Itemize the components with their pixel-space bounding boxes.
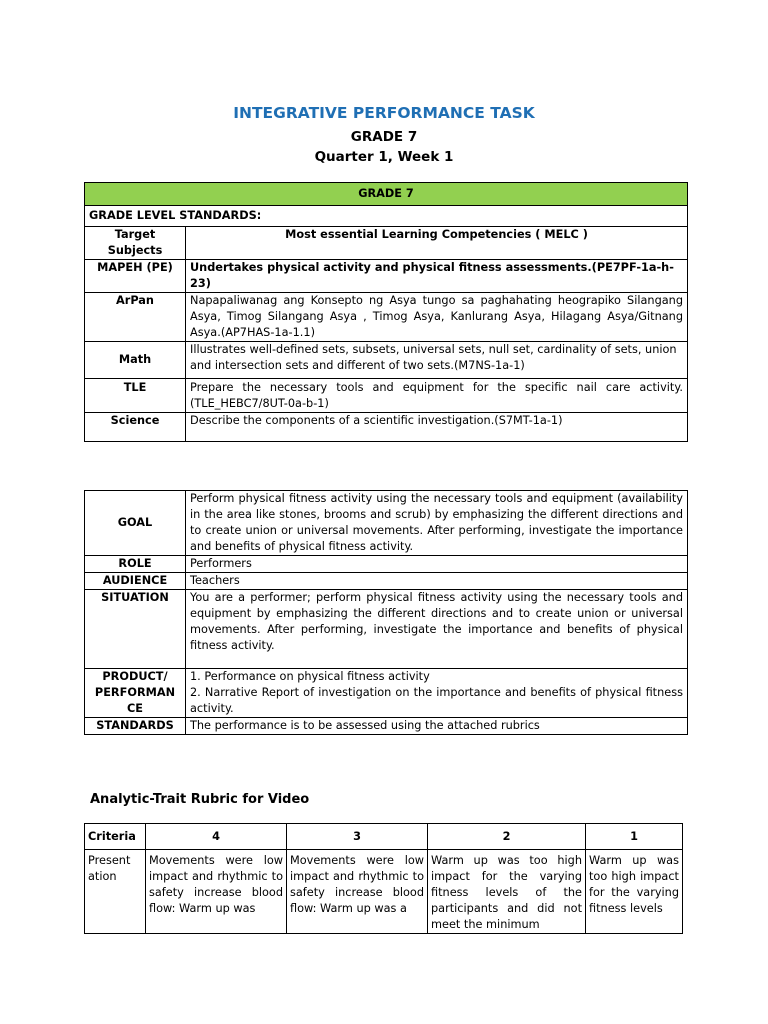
score-2-header: 2	[428, 824, 586, 850]
subject-cell: TLE	[85, 379, 186, 413]
subject-cell: ArPan	[85, 293, 186, 342]
goal-text: Perform physical fitness activity using the necessary tools and equipment (availability in the area like stones, brooms and scrub) by emphasizing the different directions and to create union or universal movements. After performing, investigate the importance and benefits of physical fitness activity.	[186, 491, 688, 556]
grade-header-cell: GRADE 7	[85, 183, 688, 206]
standards-text: The performance is to be assessed using the attached rubrics	[186, 718, 688, 735]
grade-level-standards-cell: GRADE LEVEL STANDARDS:	[85, 206, 688, 227]
score-4-header: 4	[146, 824, 287, 850]
quarter-subtitle: Quarter 1, Week 1	[314, 149, 454, 165]
criteria-cell: Present ation	[85, 850, 146, 934]
grade-header-row	[85, 183, 688, 206]
table-row	[85, 573, 688, 590]
score-1-header: 1	[586, 824, 683, 850]
goal-label: GOAL	[85, 491, 186, 556]
melc-cell: Napapaliwanag ang Konsepto ng Asya tungo sa paghahating heograpiko Silangang Asya, Timog Silangang Asya , Timog Asya, Kanlurang Asya, Hilagang Asya/Gitnang Asya.(AP7HAS-1a-1.1)	[186, 293, 688, 342]
table-row	[85, 413, 688, 442]
standards-table	[84, 182, 688, 442]
table-row	[85, 556, 688, 573]
table-row	[85, 379, 688, 413]
role-label: ROLE	[85, 556, 186, 573]
subject-cell: Science	[85, 413, 186, 442]
melc-cell: Prepare the necessary tools and equipment for the specific nail care activity. (TLE_HEBC7/8UT-0a-b-1)	[186, 379, 688, 413]
score-3-header: 3	[287, 824, 428, 850]
table-row	[85, 669, 688, 718]
table-row	[85, 491, 688, 556]
rubric-table	[84, 823, 683, 934]
score-2-cell: Warm up was too high impact for the varying fitness levels of the participants and did not meet the minimum	[428, 850, 586, 934]
criteria-header: Criteria	[85, 824, 146, 850]
rubric-row	[85, 850, 683, 934]
target-subjects-header: Target Subjects	[85, 227, 186, 260]
score-1-cell: Warm up was too high impact for the varying fitness levels	[586, 850, 683, 934]
grasps-table	[84, 490, 688, 735]
score-3-cell: Movements were low impact and rhythmic to safety increase blood flow: Warm up was a	[287, 850, 428, 934]
grade-subtitle: GRADE 7	[350, 129, 418, 145]
standards-label: STANDARDS	[85, 718, 186, 735]
role-text: Performers	[186, 556, 688, 573]
subject-cell: Math	[85, 342, 186, 379]
rubric-header-row	[85, 824, 683, 850]
table-row	[85, 293, 688, 342]
melc-cell: Describe the components of a scientific investigation.(S7MT-1a-1)	[186, 413, 688, 442]
subject-cell: MAPEH (PE)	[85, 260, 186, 293]
product-label: PRODUCT/ PERFORMAN CE	[85, 669, 186, 718]
score-4-cell: Movements were low impact and rhythmic to safety increase blood flow: Warm up was	[146, 850, 287, 934]
document-title: INTEGRATIVE PERFORMANCE TASK	[233, 104, 535, 122]
grade-level-standards-row	[85, 206, 688, 227]
product-item-1: 1. Performance on physical fitness activity	[190, 670, 430, 683]
audience-label: AUDIENCE	[85, 573, 186, 590]
melc-cell: Undertakes physical activity and physical fitness assessments.(PE7PF-1a-h-23)	[186, 260, 688, 293]
audience-text: Teachers	[186, 573, 688, 590]
table-row	[85, 718, 688, 735]
rubric-heading: Analytic-Trait Rubric for Video	[90, 792, 310, 807]
table-row	[85, 590, 688, 669]
table-row	[85, 260, 688, 293]
product-item-2: 2. Narrative Report of investigation on the importance and benefits of physical fitness activity.	[190, 686, 683, 715]
melc-cell: Illustrates well-defined sets, subsets, universal sets, null set, cardinality of sets, union and intersection sets and different of two sets.(M7NS-1a-1)	[186, 342, 688, 379]
table-row	[85, 342, 688, 379]
situation-text: You are a performer; perform physical fitness activity using the necessary tools and equipment by emphasizing the different directions and to create union or universal movements. After performing, investigate the importance and benefits of physical fitness activity.	[186, 590, 688, 669]
melc-header: Most essential Learning Competencies ( MELC )	[186, 227, 688, 260]
standards-header-row	[85, 227, 688, 260]
situation-label: SITUATION	[85, 590, 186, 669]
product-text	[186, 669, 688, 718]
